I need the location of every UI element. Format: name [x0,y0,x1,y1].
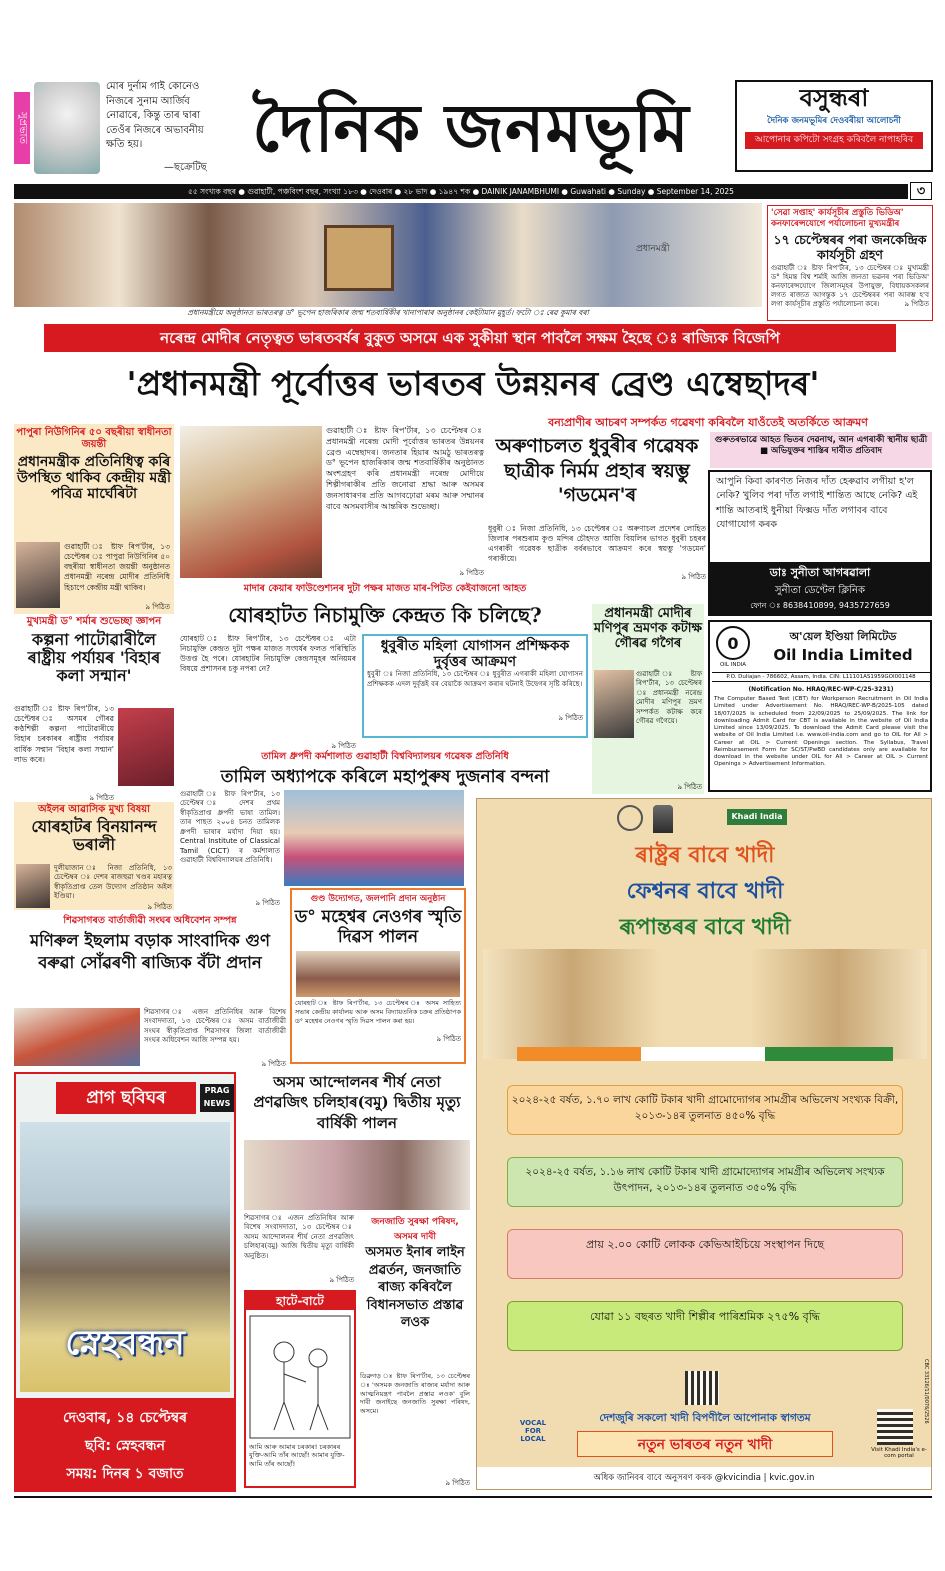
khadi-stat3 [507,1229,903,1279]
left-b1-headline: মণিৰুল ইছলাম বড়াক সাংবাদিক গুণ বৰুৱা সোঁৱৰণী ৰাজ্যিক বঁটা প্ৰদান [30,931,270,973]
mothers-care-kicker: মাদাৰ কেয়াৰ ফাউণ্ডেশ্যনৰ দুটা পক্ষৰ মাজত মাৰ-পিটত কেইবাজনো আহত [243,583,527,594]
oil-india-name-en: Oil India Limited [773,646,913,664]
quote-text: মোৰ দুৰ্নাম গাই কোনেও নিজৰে সুনাম আৰ্জিব নোৱাৰে, কিন্তু তাৰ দ্বাৰা তেওঁৰ নিজৰে অভাবনীয় ক্ষতি হয়। [106,81,204,150]
tamil-body: গুৱাহাটী ঃ ষ্টাফ ৰিপ'ৰ্টাৰ, ১৩ চেপ্টেম্বৰ ঃ দেশৰ প্ৰথম স্বীকৃতিপ্ৰাপ্ত ধ্ৰুপদী ভাষা তামিল। তাৰ পাছত ২০০৪ চনত তামিলক ধ্ৰুপদী ভাষাৰ মৰ্যাদা দিয়া হয়। Central Institute of Classical Tamil (CICT) ৰ কৰ্মশালাত গুৱাহাটী বিশ্ববিদ্যালয়ৰ প্ৰতিনিধি। [180,790,280,865]
janajati-cont: ৯ পিঠিত [445,1479,470,1487]
top-photo-frame [324,225,394,291]
side-top-cont: ৯ পিঠিত [904,300,929,308]
khadi-footer: অধিক জানিবৰ বাবে অনুসৰণ কৰক @kvicindia | kvic.gov.in [477,1467,931,1489]
dateline: ৫৫ সংখ্যক বছৰ ● গুৱাহাটী, পঞ্চবিংশ বছৰ, সংখ্যা ১৮৩ ● দেওবাৰ ● ২৮ ভাদ ● ১৯৪৭ শক ● DAINIK JANAMBHUMI ● Guwahati ● Sunday ● September 14, 2025 [188,187,734,196]
quote-side-label: সুপ্ৰভাত [14,92,30,164]
oil-india-address: P.O. Duliajan - 786602, Assam, India. CIN: L11101AS1959GOI001148 [712,672,930,682]
left-a3-body: দুলীয়াজান ঃ নিজা প্ৰতিনিধি, ১৩ চেপ্টেম্বৰ ঃ দেশৰ ৰাজহুৱা খণ্ডৰ মহাৰত্ন স্বীকৃতিপ্ৰাপ্ত তেল উদ্যোগ প্ৰতিষ্ঠান অইল ইণ্ডিয়া। [54,864,172,901]
left-a1-photo [16,542,60,608]
left-col-2 [14,616,174,800]
neog-headline: ড° মহেশ্বৰ নেওগৰ স্মৃতি দিৱস পালন [294,907,462,947]
left-a3-kicker: অইলৰ আৱাসিক মুখ্য বিষয়া [37,804,151,815]
dental-ad-doctor: ডাঃ সুনীতা আগৰৱালা [769,566,871,579]
asom-body: শিৱসাগৰ ঃ এজন প্ৰতিনিধিৰ আৰু বিশেষ সংবাদদাতা, ১৩ চেপ্টেম্বৰ ঃ অসম আন্দোলনৰ শীৰ্ষ নেতা প্ৰণৱজিৎ চলিহাৰ(বমু) আজি দ্বিতীয় মৃত্যু বাৰ্ষিকী অনুষ্ঠিত। [244,1214,354,1260]
left-a3-headline: যোৰহাটৰ বিনয়ানন্দ ভৰালী [31,816,157,854]
haate-bate-cartoon [246,1312,354,1442]
neog-cont: ৯ পিঠিত [436,1035,461,1044]
haate-bate-box [244,1290,356,1488]
dental-ad-phone: ফোন ঃ 8638410899, 9435727659 [750,601,890,610]
prag-ad-title: প্ৰাগ ছবিঘৰ [86,1088,166,1108]
arunachal-body: ধুবুৰী ঃ নিজা প্ৰতিনিধি, ১৩ চেপ্টেম্বৰ ঃ অৰুণাচল প্ৰদেশৰ লোহিত জিলাৰ পৰশুৰাম কুণ্ড মন্দিৰ চৌহদত আজি বিয়লিৰ ভাগত ধুবুৰী চহৰৰ এগৰাকী গৱেষক ছাত্ৰীক বৰ্বৰভাবে আক্ৰমণ কৰে স্বয়ম্ভু 'গডমেন' গৰাকীয়ে। [488,524,706,564]
oil-india-notif: (Notification No. HRAQ/REC-WP-C/25-3231) [748,686,894,693]
asom-photo [244,1140,470,1210]
khadi-qr-code [685,1371,719,1405]
left-a3-photo [16,864,50,908]
red-banner [44,324,896,352]
red-banner-text: নৰেন্দ্ৰ মোদীৰ নেতৃত্বত ভাৰতবৰ্ষৰ বুকুত অসমে এক সুকীয়া স্থান পাবলৈ সক্ষম হৈছে ঃ ৰাজ্যিক বিজেপি [160,329,780,347]
left-a2-headline: কল্পনা পাটোৱাৰীলৈ ৰাষ্ট্ৰীয় পৰ্যায়ৰ 'বিহাৰ কলা সন্মান' [27,629,161,686]
vasundhara-subtitle: দৈনিক জনমভূমিৰ দেওবৰীয়া আলোচনী [767,115,901,126]
pm-tribute-photo [180,426,322,578]
dental-ad-clinic: সুনীতা ডেণ্টেল ক্লিনিক [775,585,865,596]
khadi-vocal: VOCAL FOR LOCAL [519,1419,547,1443]
left-b1-photo [14,1008,140,1066]
asom-headline: অসম আন্দোলনৰ শীৰ্ষ নেতা প্ৰণৱজিৎ চলিহাৰ(বমু) দ্বিতীয় মৃত্যু বাৰ্ষিকী পালন [253,1073,461,1132]
khadi-flag-stripe [517,1047,893,1061]
neog-box [290,888,466,1064]
tamil-cont: ৯ পিঠিত [255,899,280,907]
janajati-body: ডিব্ৰুগড় ঃ ষ্টাফ ৰিপ'ৰ্টাৰ, ১৩ চেপ্টেম্বৰ ঃ 'অসমক জনজাতি ৰাজ্যৰ মৰ্যাদা আৰু আত্মনিয়ন্ত্ৰণ পাবলৈ প্ৰস্তাৱ লওক' বুলি দাবী জনাইছে জনজাতি সুৰক্ষা পৰিষদ, অসমে। [360,1372,470,1416]
yoga-headline: ধুবুৰীত মহিলা যোগাসন প্ৰশিক্ষকক দুৰ্বৃত্তৰ আক্ৰমণ [380,638,570,671]
janajati-kicker: জনজাতি সুৰক্ষা পৰিষদ, অসমৰ দাবী [371,1217,459,1242]
haate-bate-title: হাটে-বাটে [246,1292,354,1310]
haate-bate-caption: আমি আৰু আমাৰ চৰকাৰ! চৰকাৰৰ যুক্তি-আমি তাঁৰ আছোঁ! আমাৰ যুক্তি-আমি তাঁৰ আছোঁ! [249,1443,345,1468]
prag-news-logo: PRAG NEWS [200,1084,234,1112]
jorhat-headline: যোৰহাটত নিচামুক্তি কেন্দ্ৰত কি চলিছে? [228,603,542,627]
yoga-body: ধুবুৰী ঃ নিজা প্ৰতিনিধি, ১৩ চেপ্টেম্বৰ ঃ ধুবুৰীত এগৰাকী মহিলা যোগাসন প্ৰশিক্ষকক এদল দুৰ্বৃত্তই বৰ বেয়াকৈ আক্ৰমণ কৰাৰ ঘটনাই উদ্বেগৰ সৃষ্টি কৰিছে। [367,670,583,688]
side-top-headline: ১৭ চেপ্টেম্বৰৰ পৰা জনকেন্দ্ৰিক কাৰ্যসূচী গ্ৰহণ [773,232,927,262]
khadi-code: CBC 33126/11/0076/2526 [923,1359,929,1424]
prag-ad-title-bar [56,1082,196,1114]
page-number: ৩ [910,182,932,200]
dental-ad-footer [710,562,930,616]
vasundhara-cta: আপোনাৰ কপিটো সংগ্ৰহ কৰিবলৈ নাপাহৰিব [745,132,923,150]
prag-ad-line1: দেওবাৰ, ১৪ চেপ্টেম্বৰ [62,1410,188,1426]
side-top-body: গুৱাহাটী ঃ ষ্টাফ ৰিপ'ৰ্টাৰ, ১৩ চেপ্টেম্বৰ ঃ মুখ্যমন্ত্ৰী ড° হিমন্ত বিশ্ব শৰ্মাই আজি জনতা ভৱনৰ পৰা ভিডিঅ' কনফাৰেন্সযোগে জিলাসমূহৰ উপায়ুক্ত, বিধায়কসকলৰ লগত ৰাজ্যত আগন্তুক ১৭ চেপ্টেম্বৰৰ পৰা আৰম্ভ হ'ব লগা কাৰ্যসূচীৰ প্ৰস্তুতি পৰ্যালোচনা কৰে। [771,264,929,309]
left-a1-headline: প্ৰধানমন্ত্ৰীক প্ৰতিনিধিত্ব কৰি উপস্থিত থাকিব কেন্দ্ৰীয় মন্ত্ৰী পবিত্ৰ মাৰ্ঘেৰিটা [16,454,172,503]
khadi-stat1-text: ২০২৪-২৫ বৰ্ষত, ১.৭০ লাখ কোটি টকাৰ খাদী গ্ৰামোদ্যোগৰ সামগ্ৰীৰ অভিলেখ সংখ্যক বিক্ৰী, ২০১৩-১৪ৰ তুলনাত ৪৫০% বৃদ্ধি [511,1094,899,1123]
top-photo-caption: প্ৰধানমন্ত্ৰীয়ে অনুষ্ঠানত ভাৰতৰত্ন ড° ভূপেন হাজৰিকাৰ জন্ম শতবাৰ্ষিকীৰ খানাপাৰাৰ অনুষ্ঠানৰ কেইটামান মুহূৰ্ত। ফটো ঃ ৰেৱ কুমাৰ বৰা [187,308,589,317]
khadi-ad [476,798,932,1490]
prag-ad-line3: সময়: দিনৰ ১ বজাত [66,1466,184,1482]
tamil-headline: তামিল অধ্যাপকে কৰিলে মহাপুৰুষ দুজনাৰ বন্দনা [220,767,550,787]
side-top-kicker: 'সেৱা সপ্তাহ' কাৰ্যসূচীৰ প্ৰস্তুতি ভিডিঅ' কনফাৰেন্সযোগে পৰ্যালোচনা মুখ্যমন্ত্ৰীৰ [771,208,904,229]
left-a2-body: গুৱাহাটী ঃ ষ্টাফ ৰিপ'ৰ্টাৰ, ১৩ চেপ্টেম্বৰ ঃ অসমৰ গৌৰৱ কণ্ঠশিল্পী কল্পনা পাটোৱাৰীয়ে বিহাৰ চৰকাৰৰ ৰাষ্ট্ৰীয় পৰ্যায়ৰ বাৰ্ষিক সন্মান 'বিহাৰ কলা সন্মান' লাভ কৰে। [14,704,114,764]
manipur-photo [594,670,634,738]
jorhat-body: যোৰহাট ঃ ষ্টাফ ৰিপ'ৰ্টাৰ, ১৩ চেপ্টেম্বৰ ঃ এটা নিচামুক্তি কেন্দ্ৰত দুটা পক্ষৰ মাজত সংঘৰ্ষৰ ফলত পৰিস্থিতি উত্তপ্ত হৈ পৰে। যোৰহাটৰ নিচামুক্তি কেন্দ্ৰসমূহৰ অনিয়মৰ বিষয়ে প্ৰশাসনৰ চকু নপৰা নে? [180,634,356,674]
bottom-rule [14,1496,932,1498]
yoga-cont: ৯ পিঠিত [558,714,583,723]
emblem-icon [653,805,673,833]
khadi-qr-right [877,1409,913,1445]
khadi-stat3-text: প্ৰায় ২.০০ কোটি লোকক কেভিআইচিয়ে সংস্থাপন দিছে [585,1238,825,1251]
janajati-headline: অসমত ইনাৰ লাইন প্ৰৱৰ্তন, জনজাতি ৰাজ্য কৰিবলৈ বিধানসভাত প্ৰস্তাৱ লওক [365,1245,465,1331]
khadi-stat4-text: যোৱা ১১ বছৰত খাদী শিল্পীৰ পাৰিশ্ৰমিক ২৭৫% বৃদ্ধি [590,1310,820,1323]
khadi-stat1 [507,1085,903,1135]
top-photo-tag: প্ৰধানমন্ত্ৰী [636,244,670,254]
pm-story-cont: ৯ পিঠিত [459,569,484,577]
manipur-headline: প্ৰধানমন্ত্ৰী মোদীৰ মণিপুৰ ভ্ৰমণক কটাক্ষ গৌৰৱ গগৈৰ [593,606,703,651]
khadi-slogan: নতুন ভাৰতৰ নতুন খাদী [637,1437,773,1453]
left-a3-cont: ৯ পিঠিত [147,903,172,911]
quote-box [14,78,224,178]
asom-cont: ৯ পিঠিত [329,1276,354,1284]
arunachal-cont: ৯ পিঠিত [681,573,706,581]
oil-india-text: The Computer Based Test (CBT) for Workperson Recruitment in Oil India Limited under Advertisement No. HRAQ/REC-WP-B/2025-105 dated 18/07/2025 is scheduled from 22/09/2025 to 25/09/2025. The link for downloading Admit Card for CBT is available in the website of Oil India Limited since 13/09/2025. To download the Admit Card please visit the website of Oil India Limited i.e. www.oil-india.com and go to OIL for All > Career at OIL > Current Openings section. The Syllabus, Travel Reimbursement Form for SC/ST/PwBD candidates only are available for download in the website under OIL for All > Career at OIL > Current Openings > Advertisement Information. [714,696,928,768]
tamil-kicker: তামিল ধ্ৰুপদী কৰ্মশালাত গুৱাহাটী বিশ্ববিদ্যালয়ৰ গৱেষক প্ৰতিনিধি [261,751,509,762]
neog-photo [296,951,460,997]
left-col-3 [14,802,174,910]
vasundhara-box [735,80,933,172]
khadi-stat2-text: ২০২৪-২৫ বৰ্ষত, ১.১৬ লাখ কোটি টকাৰ খাদী গ্ৰামোদ্যোগৰ সামগ্ৰীৰ অভিলেখ সংখ্যক উৎপাদন, ২০১৩-১৪ৰ তুলনাত ৩৫০% বৃদ্ধি [525,1166,885,1195]
pm-story-body: গুৱাহাটী ঃ ষ্টাফ ৰিপ'ৰ্টাৰ, ১৩ চেপ্টেম্বৰ ঃ প্ৰধানমন্ত্ৰী নৰেন্দ্ৰ মোদী পূৰ্বোত্তৰ ভাৰতৰ উন্নয়নৰ ব্ৰেণ্ড এম্বেছাদৰ। জনতাৰ হিয়াৰ আমঠু ভাৰতৰত্ন ড° ভূপেন হাজৰিকাৰ জন্ম শতবাৰ্ষিকীৰ অনুষ্ঠানত অংশগ্ৰহণ কৰি প্ৰধানমন্ত্ৰী নৰেন্দ্ৰ মোদীয়ে শিল্পীগৰাকীৰ প্ৰতি জনোৱা শ্ৰদ্ধা আৰু অসমৰ জনসাধাৰণৰ প্ৰতি আগবঢ়োৱা মৰম আৰু সম্মানৰ বাবে অসমবাসীৰ আন্তৰিক শুভেচ্ছা। [326,426,484,511]
manipur-cont: ৯ পিঠিত [677,783,702,791]
prag-ad-line2: ছবি: স্নেহবন্ধন [85,1438,165,1454]
manipur-body: গুৱাহাটী ঃ ষ্টাফ ৰিপ'ৰ্টাৰ, ১৩ চেপ্টেম্বৰ ঃ প্ৰধানমন্ত্ৰী নৰেন্দ্ৰ মোদীৰ মণিপুৰ ভ্ৰমণ সম্পৰ্কত কটাক্ষ কৰে গৌৰৱ গগৈয়ে। [636,670,702,726]
khadi-slogan-bar [577,1431,833,1457]
left-a1-body: গুৱাহাটী ঃ ষ্টাফ ৰিপ'ৰ্টাৰ, ১৩ চেপ্টেম্বৰ ঃ পাপুৱা নিউগিনিৰ ৫০ বছৰীয়া স্বাধীনতা জয়ন্তী অনুষ্ঠানত প্ৰধানমন্ত্ৰী নৰেন্দ্ৰ মোদীৰ প্ৰতিনিধি হিচাপে কেন্দ্ৰীয় মন্ত্ৰী থাকিব। [64,542,170,592]
top-photo [14,203,762,307]
oil-india-logo: 0 [716,626,750,660]
left-a2-photo [118,708,174,786]
newspaper-title: দৈনিক জনমভূমি [252,89,690,167]
khadi-line2: ফেশ্বনৰ বাবে খাদী [626,878,784,904]
oil-india-logo-text: OIL INDIA [719,662,747,668]
oil-india-ad [708,620,932,792]
khadi-logo-right: Khadi India [727,809,787,825]
khadi-stat2 [507,1157,903,1207]
manipur-box [592,604,704,794]
main-headline: 'প্ৰধানমন্ত্ৰী পূৰ্বোত্তৰ ভাৰতৰ উন্নয়নৰ ব্ৰেণ্ড এম্বেছাদৰ' [126,364,820,403]
khadi-line3: ৰূপান্তৰৰ বাবে খাদী [619,914,791,940]
neog-kicker: গুণ্ড উদ্যোগত, জলপানি প্ৰদান অনুষ্ঠান [310,894,446,904]
quote-author: —ছক্ৰেটিছ [164,162,207,173]
left-b1-cont: ৯ পিঠিত [261,1060,286,1068]
prag-ad [14,1072,236,1492]
prag-ad-info [16,1398,234,1490]
dateline-bar [14,184,908,199]
guwahati-kicker: গুৰুতৰভাৱে আহত ভিতৰ দেৱনাথ, আন এগৰাকী স্থানীয় ছাত্ৰী ■ অভিযুক্তৰ শাস্তিৰ দাবীত প্ৰতিবাদ [714,435,928,457]
dental-ad-text: আপুনি কিবা কাৰণত নিজৰ দাঁত হেৰুৱাব লগীয়া হ'ল নেকি? খুলিব পৰা দাঁত লগাই শান্তিত আছে নেকি? এই শান্তি আতৰাই ধুনীয়া ফিক্সড দাঁত লগাবৰ বাবে যোগাযোগ কৰক [716,476,918,530]
left-a2-kicker: মুখ্যমন্ত্ৰী ড° শৰ্মাৰ শুভেচ্ছা জ্ঞাপন [26,616,162,627]
side-top-box [767,205,933,321]
khadi-line1: ৰাষ্ট্ৰৰ বাবে খাদী [635,842,775,868]
arunachal-kicker: বন্যপ্ৰাণীৰ আচৰণ সম্পৰ্কত গৱেষণা কৰিবলৈ যাওঁতেই অতৰ্কিতে আক্ৰমণ [548,416,868,429]
left-a2-cont: ৯ পিঠিত [89,794,114,802]
guwahati-kicker-box [710,432,932,468]
oil-india-name-as: অ'য়েল ইণ্ডিয়া লিমিটেড [789,630,897,643]
neog-body: যোৰহাট ঃ ষ্টাফ ৰিপ'ৰ্টাৰ, ১৩ চেপ্টেম্বৰ ঃ অসম সাহিত্য সভাৰ কেন্দ্ৰীয় কাৰ্যালয় আৰু অসম বিদ্যায়তনিক চক্ৰৰ প্ৰতিষ্ঠাপক ড° মহেশ্বৰ নেওগৰ স্মৃতি দিৱস পালন কৰা হয়। [295,999,461,1025]
left-a1-cont: ৯ পিঠিত [145,603,170,611]
left-b1-kicker: শিৱসাগৰত বাৰ্তাজীৱী সংঘৰ অধিবেশন সম্পন্ন [63,915,237,926]
khadi-welcome: দেশজুৰি সকলো খাদী বিপণীলৈ আপোনাক স্বাগতম [599,1412,811,1424]
khadi-logo-left [617,805,643,831]
left-b1-body: শিৱসাগৰ ঃ এজন প্ৰতিনিধিৰ আৰু বিশেষ সংবাদদাতা, ১৩ চেপ্টেম্বৰ ঃ অসম বাৰ্তাজীৱী সংঘৰ স্বীকৃতিপ্ৰাপ্ত শিৱসাগৰ জিলা বাৰ্তাজীৱী সংঘৰ অধিবেশন আজি সম্পন্ন হয়। [144,1008,286,1045]
yoga-box [362,634,588,738]
tamil-photo [284,790,464,886]
arunachal-headline: অৰুণাচলত ধুবুৰীৰ গৱেষক ছাত্ৰীক নিৰ্মম প্ৰহাৰ স্বয়ম্ভু 'গডমেন'ৰ [495,435,699,507]
khadi-stat4 [507,1301,903,1351]
vasundhara-title: বসুন্ধৰা [799,83,869,112]
prag-ad-movie: স্নেহবন্ধন [65,1323,185,1363]
jorhat-cont: ৯ পিঠিত [331,742,356,750]
socrates-portrait [34,82,100,174]
khadi-illustration [483,949,927,1059]
left-col-1 [14,424,174,614]
dental-ad [708,470,932,616]
left-a1-kicker: পাপুৰা নিউগিনিৰ ৫০ বছৰীয়া স্বাধীনতা জয়ন্তী [16,427,172,450]
khadi-visit: Visit Khadi India's e-com portal [871,1447,927,1459]
